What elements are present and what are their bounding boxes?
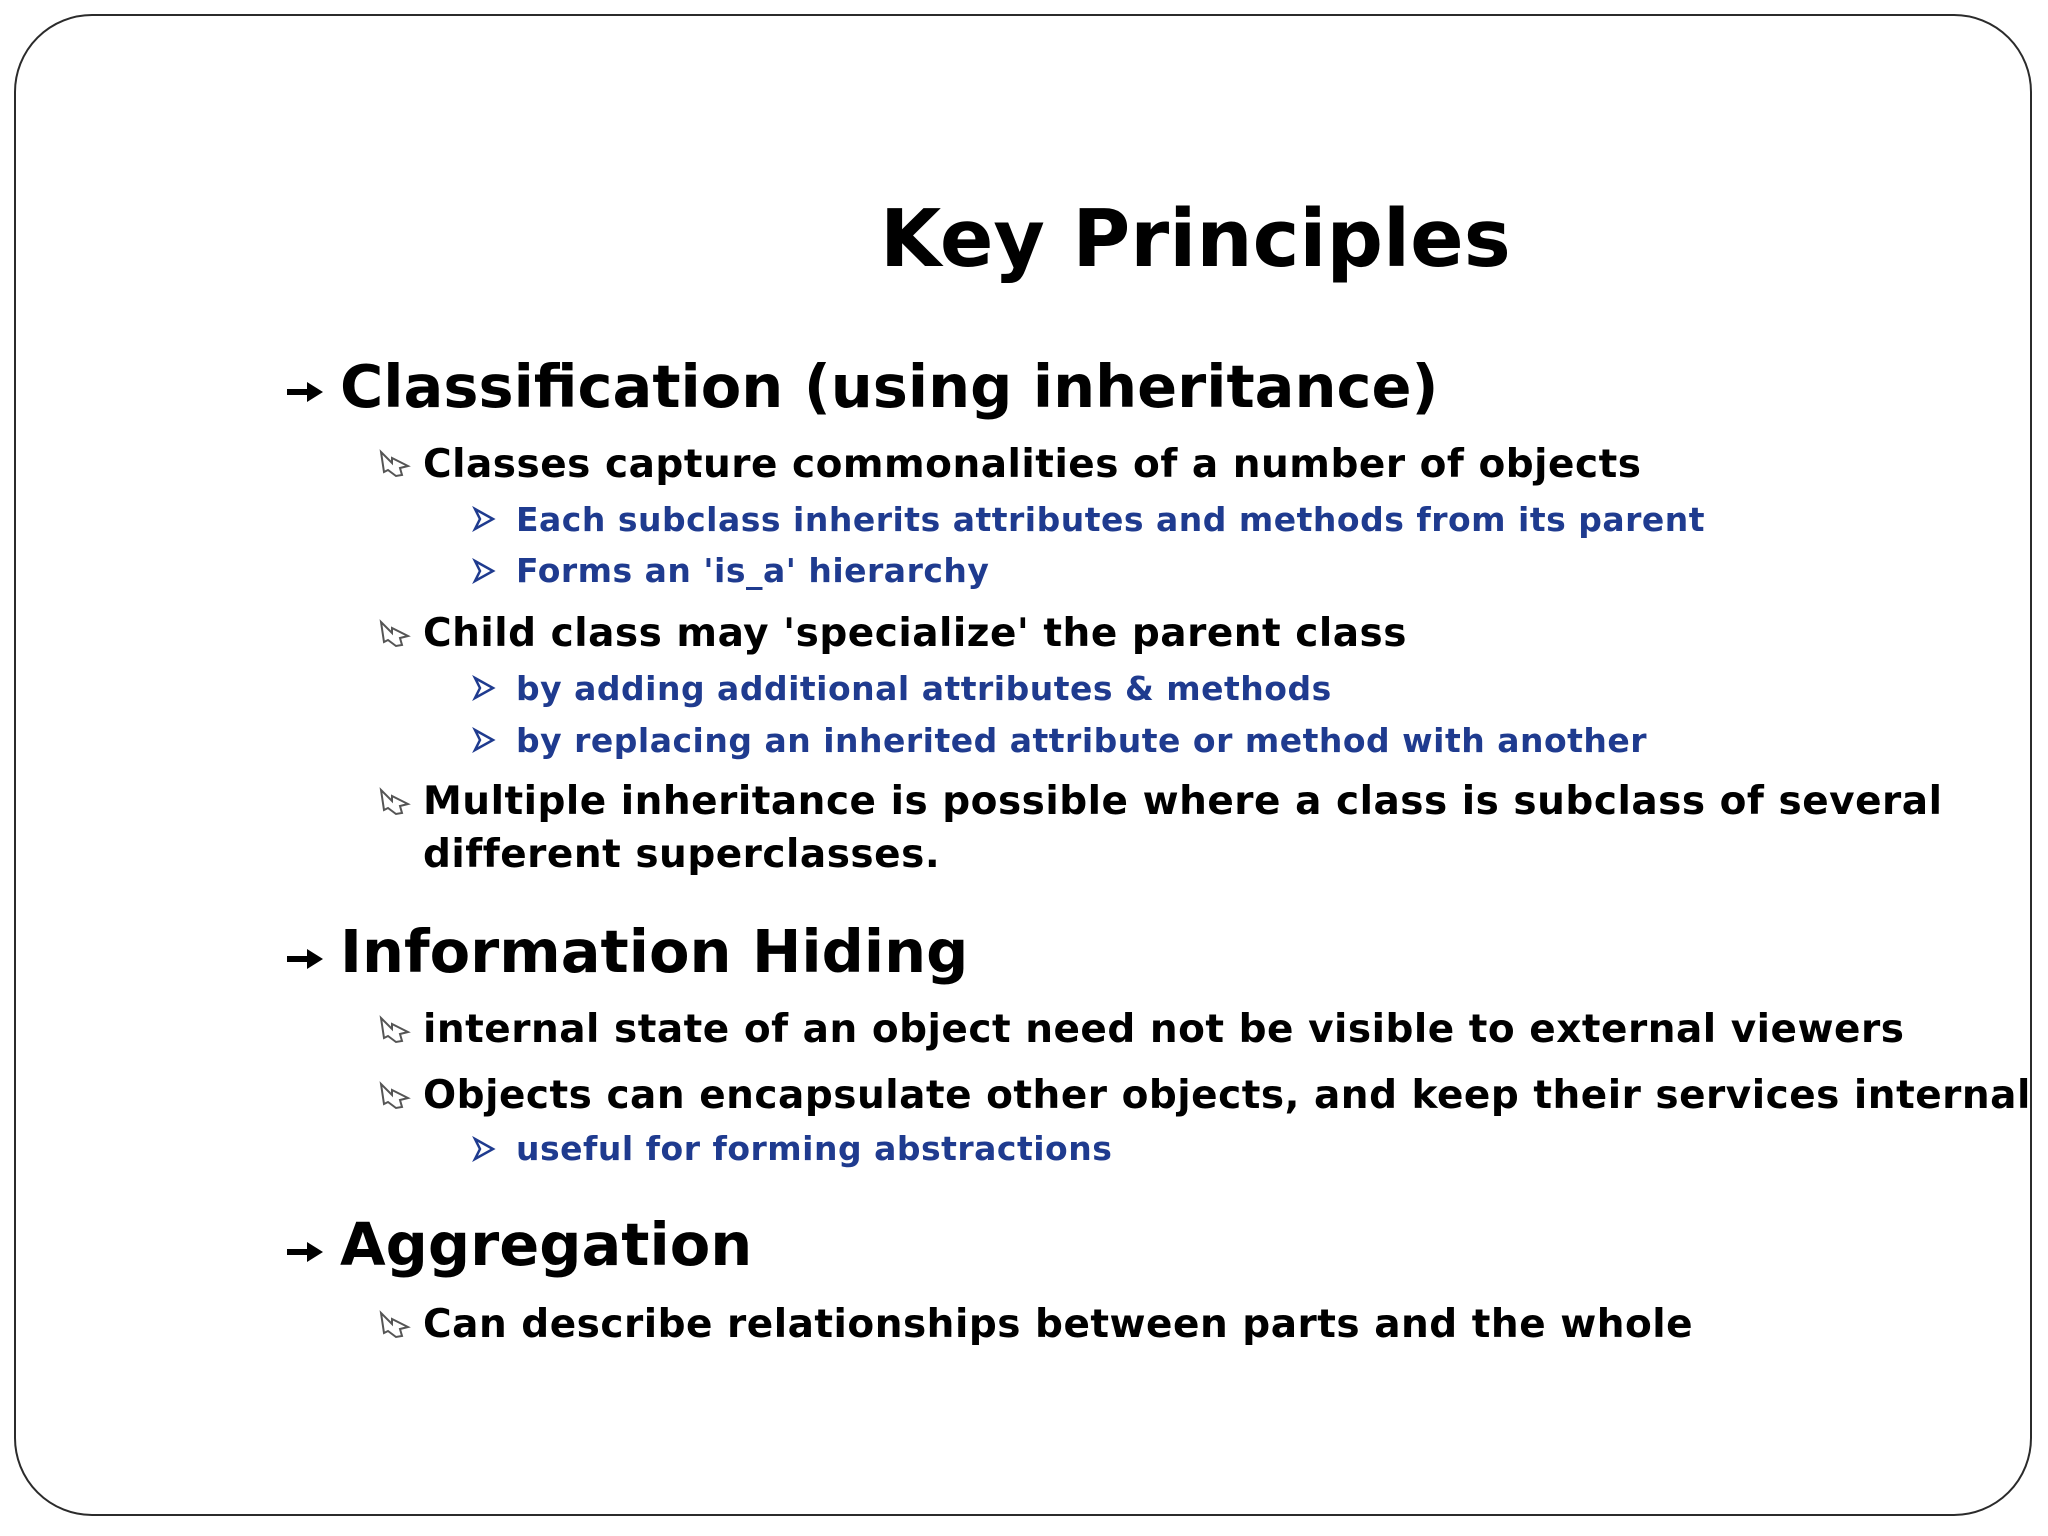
bullet-item: internal state of an object need not be visible to external viewers: [423, 1007, 1905, 1052]
bullet-item: Objects can encapsulate other objects, and keep their services internal: [423, 1073, 2031, 1118]
sub-bullet-item: Each subclass inherits attributes and methods from its parent: [516, 500, 1706, 539]
hand-pointing-icon: [378, 1309, 412, 1339]
arrow-right-icon: [285, 945, 325, 973]
sub-bullet-item: by adding additional attributes & methods: [516, 669, 1332, 708]
arrow-right-icon: [285, 378, 325, 406]
slide-title: Key Principles: [880, 193, 1511, 285]
bullet-item: Child class may 'specialize' the parent class: [423, 611, 1407, 656]
section-heading: Aggregation: [340, 1210, 753, 1279]
chevron-right-icon: [472, 1136, 496, 1162]
sub-bullet-item: by replacing an inherited attribute or method with another: [516, 721, 1648, 760]
hand-pointing-icon: [378, 786, 412, 816]
hand-pointing-icon: [378, 1014, 412, 1044]
bullet-item: Multiple inheritance is possible where a class is subclass of several: [423, 779, 1943, 824]
sub-bullet-item: useful for forming abstractions: [516, 1129, 1113, 1168]
chevron-right-icon: [472, 558, 496, 584]
hand-pointing-icon: [378, 1080, 412, 1110]
bullet-item: Can describe relationships between parts and the whole: [423, 1302, 1694, 1347]
chevron-right-icon: [472, 727, 496, 753]
chevron-right-icon: [472, 675, 496, 701]
sub-bullet-item: Forms an 'is_a' hierarchy: [516, 551, 990, 590]
section-heading: Classification (using inheritance): [340, 352, 1439, 421]
bullet-item-continuation: different superclasses.: [423, 832, 941, 877]
chevron-right-icon: [472, 506, 496, 532]
hand-pointing-icon: [378, 448, 412, 478]
section-heading: Information Hiding: [340, 917, 969, 986]
hand-pointing-icon: [378, 618, 412, 648]
bullet-item: Classes capture commonalities of a number of objects: [423, 442, 1642, 487]
arrow-right-icon: [285, 1238, 325, 1266]
